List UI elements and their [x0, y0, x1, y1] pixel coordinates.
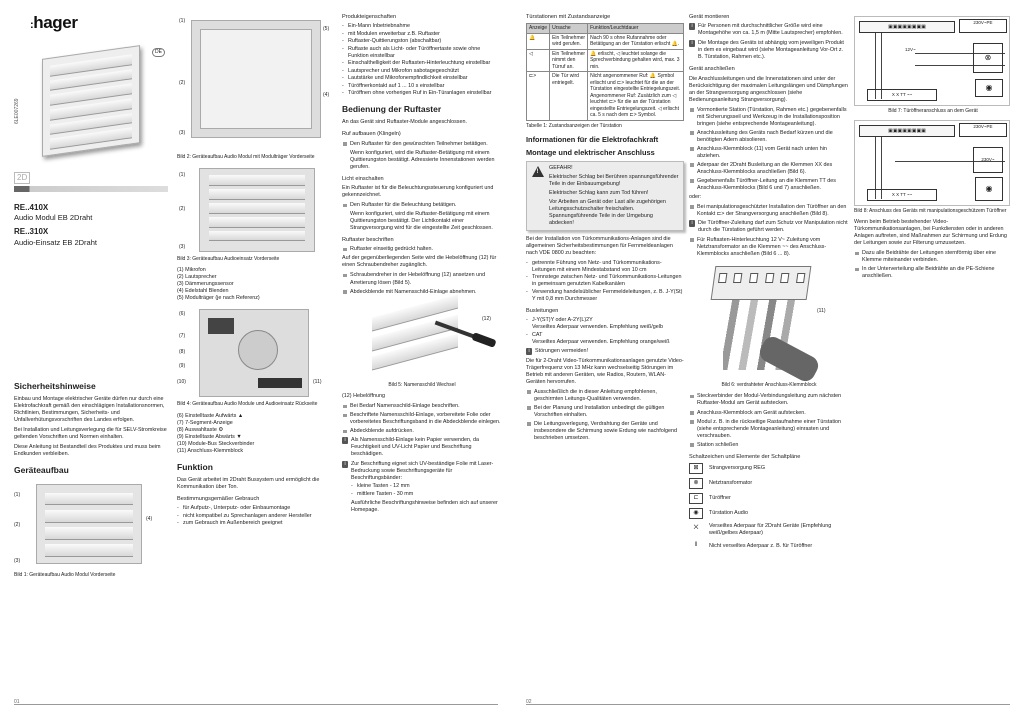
danger-box: [526, 161, 684, 231]
twisted-pair-icon: ⨉: [693, 525, 699, 532]
list-item: - Ein-Mann Inbetriebnahme: [342, 23, 502, 30]
psu-icon: ⊠: [689, 463, 703, 474]
list-item: - mittlere Tasten - 30 mm: [351, 491, 502, 498]
list-item: - Türöffnerkontakt auf 1 ... 10 s einstellbar: [342, 83, 502, 90]
list-item: - Verwendung handelsüblicher Fernmeldeleitungen, z. B. J-Y(St) Y mit 0,8 mm Durchmesser: [526, 289, 684, 303]
list-item: - Lautsprecher und Mikrofon sabotagegeschützt: [342, 68, 502, 75]
funktion-title: Funktion: [177, 461, 213, 472]
door-station-icon: ◉: [975, 79, 1003, 97]
callout-6: (6): [179, 311, 186, 318]
figure-1: [14, 480, 164, 570]
th-funktion: Funktion/Leuchtdauer: [588, 24, 684, 34]
legend-row: ◉ Türstation Audio: [689, 508, 849, 519]
list-item: Anschlussleitung des Geräts nach Bedarf kürzen und die benötigten Adern abisolieren.: [689, 130, 849, 144]
callout-12: (12): [482, 315, 491, 322]
legend-item: (10) Module-Bus Steckverbinder: [177, 440, 255, 447]
column-2: [177, 14, 335, 529]
safety-title: Sicherheitshinweise: [14, 381, 96, 391]
doc-code: 6LE007269: [14, 98, 20, 124]
figure-6: [689, 262, 847, 380]
note-2: i Zur Beschriftung eignet sich UV-beständige Folie mit Laser-Bedruckung sowie Beschriftungsgeräte für Beschriftungsbänder: - kleine Tasten - 12 mm - mittlere Tasten - 30 mm Ausführliche Beschriftungshinweise befinden sich auf unserer Homepage.: [342, 461, 502, 514]
note-icon: i: [342, 461, 348, 468]
info-title: Informationen für die Elektrofachkraft: [526, 135, 659, 145]
list-item: Modul z. B. in die rückseitige Rastaufnahme einer Türstation (siehe entsprechende Montageanleitung) einrasten und verschrauben.: [689, 419, 849, 440]
status-icon: ◁: [527, 49, 550, 72]
callout-3: (3): [179, 130, 186, 136]
callout-9: (9): [179, 363, 186, 370]
legend-row: ⨉ Verseiltes Aderpaar für 2Draht Geräte (Empfehlung weiß/gelbes Aderpaar): [689, 523, 849, 537]
terminal-label: X X TT ~~: [867, 189, 937, 201]
list-item: - nicht kompatibel zu Sprechanlagen anderer Hersteller: [177, 513, 335, 520]
table-row: [527, 33, 684, 49]
note-icon: i: [342, 437, 348, 444]
licht-result: Wenn konfiguriert, wird die Ruftaster-Betätigung mit einem Quittierungston bestätigt. Der Lichtkontakt einer Strangversorgung wird für die eingestellte Zeit geschlossen.: [350, 211, 493, 232]
transformer-icon: ⊗: [689, 478, 703, 489]
callout-3: (3): [179, 243, 186, 250]
figure-1-caption: Bild 1: Geräteaufbau Audio Modul Vorderseite: [14, 572, 116, 579]
geraeteaufbau-title: Geräteaufbau: [14, 465, 69, 476]
list-item: Aderpaar der 2Draht Busleitung an die Klemmen XX des Anschluss-Klemmblocks anschließen (Bild 6).: [689, 162, 849, 176]
note-icon: i: [689, 40, 695, 47]
list-item: Anschluss-Klemmblock am Gerät aufstecken.: [689, 410, 849, 417]
list-item: Anschluss-Klemmblock (11) vom Gerät nach unten hin abziehen.: [689, 146, 849, 160]
oder: oder:: [689, 193, 702, 200]
table-cell: Nicht angenommener Ruf: 🔔 Symbol erlischt und ⊏> leuchtet für die an der Türstation eingestellte Entriegelungszeit. Angenommener Ruf: Zusätzlich zum ◁ leuchtet ⊏> für die an der Türstation eingestellte Entriegelungszeit. ◁ erlischt ca. 5 s nach dem ⊏> Symbol.: [588, 72, 684, 121]
status-icon: ⊏>: [527, 72, 550, 121]
column-4: [526, 14, 684, 444]
page-right: [512, 0, 1024, 724]
legend-item: (2) Lautsprecher: [177, 274, 217, 281]
figure-2-caption: Bild 2: Geräteaufbau Audio Modul mit Modulträger Vorderseite: [177, 154, 315, 160]
legend-b: [177, 413, 335, 455]
produkt-list: [342, 23, 502, 97]
volt-label: 12V~: [905, 47, 916, 52]
list-item: Ruftaster einseitig gedrückt halten.: [342, 246, 502, 253]
callout-2: (2): [179, 80, 186, 86]
list-item: Bei der Planung und Installation unbedingt die gültigen Vorschriften einhalten.: [526, 405, 684, 419]
th-anzeige: Anzeige: [527, 24, 550, 34]
safety-p3: Diese Anleitung ist Bestandteil des Produktes und muss beim Endkunden verbleiben.: [14, 444, 161, 458]
legend-row: ‖ Nicht verseiltes Aderpaar z. B. für Türöffner: [689, 541, 849, 552]
tuer-title: Türstationen mit Zustandsanzeige: [526, 14, 611, 20]
callout-7: (7): [179, 333, 186, 340]
figure-3-caption: Bild 3: Geräteaufbau Audioeinsatz Vorderseite: [177, 255, 280, 262]
warning-icon: [532, 166, 544, 177]
list-item: - CAT Verseiltes Aderpaar verwenden. Empfehlung orange/weiß: [526, 332, 684, 346]
figure-4: [177, 307, 335, 399]
footer-line: [526, 704, 1010, 705]
besch-title: Ruftaster beschriften: [342, 237, 394, 244]
bedienung-intro: An das Gerät sind Ruftaster-Module angeschlossen.: [342, 119, 467, 126]
use-list: [177, 505, 335, 527]
legend-c: (12) Hebelöffnung: [342, 393, 386, 400]
legend-item: (4) Edelstahl Blenden: [177, 288, 229, 295]
callout-1: (1): [179, 18, 186, 24]
product-image: [42, 45, 140, 157]
warn-title: GEFAHR!: [549, 164, 573, 171]
callout-3: (3): [14, 558, 21, 565]
besch-p: Auf der gegenüberliegenden Seite wird die Hebelöffnung (12) für einen Schraubendreher zugänglich.: [342, 255, 497, 269]
page-number: 02: [526, 699, 532, 705]
list-item: Dazu alle Beidrähte der Leitungen sternförmig über eine Klemme miteinander verbinden.: [854, 250, 1012, 264]
legend-item: (7) 7-Segment-Anzeige: [177, 419, 233, 426]
column-1: [14, 12, 169, 579]
symbol-legend: [689, 463, 849, 552]
parallel-pair-icon: ‖: [694, 541, 698, 548]
callout-2: (2): [14, 522, 21, 529]
stoer-p: Die für 2-Draht Video-Türkommunikationsanlagen genutzte Video-Trägerfrequenz von 13 MHz kann wechselseitig Störungen im Betrieb mit anderen Geräten, wie Radios, Routern, WLAN-Geräten hervorrufen.: [526, 357, 684, 385]
legend-row: ⊏ Türöffner: [689, 493, 849, 504]
note-icon: i: [689, 23, 695, 30]
table-cell: Nach 90 s ohne Rufannahme oder Betätigung an der Türstation erlischt 🔔.: [588, 33, 684, 49]
door-station-icon: ◉: [689, 508, 703, 519]
legend-item: (5) Modulträger (je nach Referenz): [177, 295, 260, 302]
stoer-right-p: Wenn beim Betrieb bestehender Video-Türkommunikationsanlagen, bei Funkdiensten oder in anderen Anlagen auftreten, sind Maßnahmen zur Schirmung und Erdung der Leitungen sowie zur Filterung umzusetzen.: [854, 219, 1007, 247]
safety-section: [14, 374, 169, 584]
note-3: Ausführliche Beschriftungshinweise befinden sich auf unserer Homepage.: [351, 499, 498, 513]
stoer-note: i Störungen vermeiden!: [526, 348, 684, 355]
brand-logo: :hager: [30, 13, 78, 32]
list-item: - Lautstärke und Mikrofonempfindlichkeit einstellbar: [342, 75, 502, 82]
warn-text: Elektrischer Schlag kann zum Tod führen!: [549, 189, 649, 196]
list-item: Abdeckblende mit Namensschild-Einlage abnehmen.: [342, 289, 502, 296]
list-item: Für Ruftasten-Hinterleuchtung 12 V~ Zuleitung vom Netztransformator an die Klemmen ~~ des Anschluss-Klemmblocks anschließen (Bild 6 ... 8).: [689, 237, 849, 258]
use-title: Bestimmungsgemäßer Gebrauch: [177, 495, 260, 502]
table-cell: Ein Teilnehmer wird gerufen.: [550, 33, 588, 49]
callout-10: (10): [177, 379, 186, 386]
figure-6-caption: Bild 6: verdrahteter Anschluss-Klemmblock: [721, 381, 817, 388]
vde-p: Bei der Installation von Türkommunikations-Anlagen sind die allgemeinen Sicherheitsbestimmungen für Fernmeldeanlagen nach VDE 0800 zu beachten:: [526, 235, 673, 256]
list-item: In der Unterverteilung alle Beidrähte an die PE-Schiene anschließen.: [854, 266, 1012, 280]
list-item: - mit Modulen erweiterbar z.B. Ruftaster: [342, 31, 502, 38]
list-item: - zum Gebrauch im Außenbereich geeignet: [177, 520, 335, 527]
note-1: i Als Namensschild-Einlage kein Papier verwenden, da Feuchtigkeit und UV-Licht Papier und Beschriftung beschädigen.: [342, 437, 502, 458]
list-item: Beschriftete Namensschild-Einlage, vorbereitete Folie oder vorbereitetes Beschriftungsband in die Abdeckblende einlegen.: [342, 412, 502, 426]
page-number: 01: [14, 699, 20, 705]
badge-de: DE: [152, 48, 165, 57]
figure-4-caption: Bild 4: Geräteaufbau Audio Module und Audioeinsatz Rückseite: [177, 401, 318, 408]
callout-8: (8): [179, 349, 186, 356]
psu-block: ▣▣▣▣▣▣▣▣: [859, 125, 955, 137]
table-cell: Ein Teilnehmer nimmt den Türruf an.: [550, 49, 588, 72]
table-row: [527, 72, 684, 121]
funktion-p1: Das Gerät arbeitet im 2Draht Bussystem und ermöglicht die Kommunikation über Ton.: [177, 476, 320, 490]
psu-label: 230V~PE: [959, 123, 1007, 137]
warn-text: Vor Arbeiten an Gerät oder Last alle zugehörigen Leitungsschutzschalter freischalten. Spannungsführende Teile in der Umgebung abdecken!: [549, 198, 666, 226]
note-icon: i: [526, 348, 532, 355]
legend-item: (6) Einstelltaste Aufwärts ▲: [177, 412, 244, 419]
legend-item: (3) Dämmerungssensor: [177, 281, 234, 288]
callout-4: (4): [323, 92, 330, 98]
ans-p: Die Anschlussleitungen und die Innenstationen sind unter der Berücksichtigung der maximalen Leitungslängen und Dämpfungen an der Strangversorgung angeschlossen (siehe Bedienungsanleitung Strangversorgung).: [689, 75, 848, 103]
tr-label: 230V~: [973, 147, 1003, 173]
figure-8: [854, 120, 1010, 206]
safety-p2: Bei Installation und Leitungsverlegung die für SELV-Stromkreise geltenden Vorschriften und Normen einhalten.: [14, 427, 167, 441]
column-5: [689, 14, 849, 556]
list-item: Den Ruftaster für die Beleuchtung betätigen.: [342, 202, 502, 209]
list-item: - Türöffnen ohne vorherigen Ruf in Ein-Türanlagen einstellbar: [342, 90, 502, 97]
note-icon: i: [689, 220, 695, 227]
door-opener-icon: ⊏: [689, 493, 703, 504]
bus-title: Busleitungen: [526, 307, 559, 314]
transformer-icon: ⊗: [973, 43, 1003, 73]
lang-bar: 2D: [14, 172, 168, 192]
terminal-label: X X TT ~~: [867, 89, 937, 101]
list-item: Schraubendreher in der Hebelöffnung (12) ansetzen und Arretierung lösen (Bild 5).: [342, 272, 502, 286]
licht-p: Ein Ruftaster ist für die Beleuchtungssteuerung konfiguriert und gekennzeichnet.: [342, 185, 494, 199]
legend-row: ⊗ Netztransformator: [689, 478, 849, 489]
legend-item: (1) Mikrofon: [177, 267, 206, 273]
list-item: Gegebenenfalls Türöffner-Leitung an die Klemmen TT des Anschluss-Klemmblocks (Bild 6 und 7) anschließen.: [689, 178, 849, 192]
list-item: Abdeckblende aufdrücken.: [342, 428, 502, 435]
warn-text: Elektrischer Schlag bei Berühren spannungsführender Teile in der Einbauumgebung!: [549, 173, 679, 187]
list-item: - für Aufputz-, Unterputz- oder Einbaumontage: [177, 505, 335, 512]
callout-1: (1): [179, 171, 186, 178]
anschliessen-title: Gerät anschließen: [689, 66, 735, 73]
ruf-title: Ruf aufbauen (Klingeln): [342, 131, 401, 138]
psu-block: ▣▣▣▣▣▣▣▣: [859, 21, 955, 33]
table-cell: 🔔 erlischt, ◁ leuchtet solange die Sprechverbindung gehalten wird, max. 3 min.: [588, 49, 684, 72]
legend-item: (11) Anschluss-Klemmblock: [177, 447, 244, 454]
montieren-title: Gerät montieren: [689, 14, 730, 20]
status-table: [526, 23, 684, 121]
list-item: - Trennstege zwischen Netz- und Türkommunikations-Leitungen in gemeinsam genutzten Kabelkanälen: [526, 274, 684, 288]
note: i Die Türöffner-Zuleitung darf zum Schutz vor Manipulation nicht durch die Türstation geführt werden.: [689, 220, 849, 234]
schalt-title: Schaltzeichen und Elemente der Schaltpläne: [689, 453, 801, 460]
licht-title: Licht einschalten: [342, 175, 384, 182]
psu-label: 230V~PE: [959, 19, 1007, 33]
figure-7: [854, 16, 1010, 106]
table-cell: Die Tür wird entriegelt.: [550, 72, 588, 121]
th-ursache: Ursache: [550, 24, 588, 34]
list-item: - Ruftaster-Quittierungston (abschaltbar): [342, 38, 502, 45]
callout-4: (4): [146, 516, 153, 523]
product-titles: [14, 203, 169, 247]
legend-a: [177, 267, 335, 302]
legend-item: (8) Auswahltaste ⚙: [177, 426, 224, 433]
list-item: Steckverbinder der Modul-Verbindungsleitung zum nächsten Ruftaster-Modul am Gerät aufstecken.: [689, 393, 849, 407]
figure-8-caption: Bild 8: Anschluss des Geräts mit manipulationsgeschützem Türöffner: [854, 207, 1007, 214]
produkt-title: Produkteigenschaften: [342, 14, 397, 20]
ruf-result: Wenn konfiguriert, wird die Ruftaster-Betätigung mit einem Quittierungston bestätigt. Adressierte Innenstationen werden gerufen.: [350, 149, 495, 170]
callout-11: (11): [313, 379, 322, 386]
figure-5-caption: Bild 5: Namensschild Wechsel: [388, 381, 456, 388]
product-2-name: Audio-Einsatz EB 2Draht: [14, 237, 97, 247]
info-sub: Montage und elektrischer Anschluss: [526, 147, 655, 157]
product-2-code: RE..310X: [14, 227, 49, 237]
legend-row: ⊠ Strangversorgung REG: [689, 463, 849, 474]
callout-2: (2): [179, 205, 186, 212]
list-item: Den Ruftaster für den gewünschten Teilnehmer betätigen.: [342, 141, 502, 148]
callout-5: (5): [323, 26, 330, 32]
list-item: Bei manipulationsgeschützter Installation den Türöffner an den Kontakt ⊏> der Strangversorgung anschließen (Bild 8).: [689, 204, 849, 218]
list-item: - J-Y(ST)Y oder A-2Y(L)2Y Verseiltes Aderpaar verwenden. Empfehlung weiß/gelb: [526, 317, 684, 331]
figure-3: [177, 166, 335, 254]
callout-1: (1): [14, 492, 21, 499]
bedienung-title: Bedienung der Ruftaster: [342, 104, 442, 115]
list-item: - kleine Tasten - 12 mm: [351, 483, 502, 490]
list-item: Vormontierte Station (Türstation, Rahmen etc.) gegebenenfalls mit Sicherungsseil und Werkzeug in die Installationsposition bringen (siehe entsprechende Montageanleitung).: [689, 107, 849, 128]
table-row: [527, 49, 684, 72]
callout-11: (11): [817, 307, 826, 314]
footer-line: [14, 704, 498, 705]
list-item: Bei Bedarf Namensschild-Einlage beschriften.: [342, 403, 502, 410]
list-item: Die Leitungsverlegung, Verdrahtung der Geräte und insbesondere die Schirmung sowie Erdung wie nachfolgend beschrieben umsetzen.: [526, 421, 684, 442]
column-6: [854, 16, 1012, 282]
figure-2: [177, 14, 335, 152]
list-item: - Ruftaste auch als Licht- oder Türöffnertaste sowie ohne Funktion einstellbar: [342, 46, 502, 60]
list-item: - Einschalthelligkeit der Ruftasten-Hinterleuchtung einstellbar: [342, 60, 502, 67]
figure-5: [342, 298, 500, 380]
list-item: Station schließen: [689, 442, 849, 449]
list-item: Ausschließlich die in dieser Anleitung empfohlenen, geschirmten Leitungs-Qualitäten verwenden.: [526, 389, 684, 403]
note: i Die Montage des Geräts ist abhängig vom jeweiligen Produkt in dem es eingebaut wird (siehe Montageanleitung Vor-Ort z. B. Türstation, Rahmen etc.).: [689, 40, 849, 61]
door-station-icon: ◉: [975, 177, 1003, 201]
table-caption: Tabelle 1: Zustandsanzeigen der Türstation: [526, 122, 622, 129]
product-1-code: RE..410X: [14, 203, 49, 212]
note: i Für Personen mit durchschnittlicher Größe wird eine Montagehöhe von ca. 1,5 m (Mitte Lautsprecher) empfohlen.: [689, 23, 849, 37]
list-item: - getrennte Führung von Netz- und Türkommunikations-Leitungen mit einem Mindestabstand von 10 cm: [526, 260, 684, 274]
status-icon: 🔔: [527, 33, 550, 49]
product-1-name: Audio Modul EB 2Draht: [14, 213, 93, 223]
figure-7-caption: Bild 7: Türöffneranschluss an dem Gerät: [888, 108, 978, 114]
safety-p1: Einbau und Montage elektrischer Geräte dürfen nur durch eine Elektrofachkraft gemäß den einschlägigen Installationsnormen, Richtlinien, Bestimmungen, Sicherheits- und Unfallverhütungsvorschriften des Landes erfolgen.: [14, 396, 165, 424]
column-3: [342, 14, 502, 517]
legend-item: (9) Einstelltaste Abwärts ▼: [177, 433, 242, 440]
